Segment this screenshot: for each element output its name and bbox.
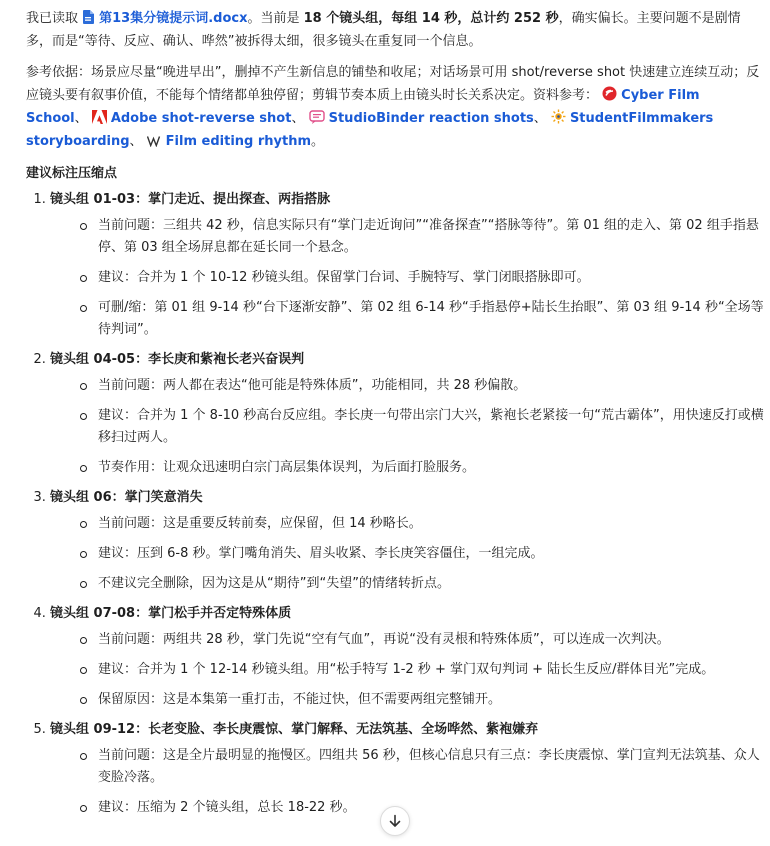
bullet-item: 节奏作用：让观众迅速明白宗门高层集体误判，为后面打脸服务。 xyxy=(72,457,764,479)
bullet-item: 建议：压缩为 2 个镜头组，总长 18-22 秒。 xyxy=(72,797,764,819)
link-label: Film editing rhythm xyxy=(165,134,312,149)
intro-prefix: 我已读取 xyxy=(26,11,83,26)
bullet-item: 建议：合并为 1 个 12-14 秒镜头组。用“松手特写 1-2 秒 + 掌门双句判词 + 陆长生反应/群体目光”完成。 xyxy=(72,659,764,681)
list-item xyxy=(50,603,764,711)
link-studiobinder[interactable] xyxy=(309,111,534,126)
bullet-item: 当前问题：两组共 28 秒，掌门先说“空有气血”，再说“没有灵根和特殊体质”，可以连成一次判决。 xyxy=(72,629,764,651)
list-item xyxy=(50,719,764,819)
bullet-list xyxy=(50,375,764,479)
item-title: 镜头组 09-12：长老变脸、李长庚震惊、掌门解释、无法筑基、全场哗然、紫袍嫌弃 xyxy=(50,722,539,737)
bullet-item: 建议：压到 6-8 秒。掌门嘴角消失、眉头收紧、李长庚笑容僵住，一组完成。 xyxy=(72,543,764,565)
item-title: 镜头组 07-08：掌门松手并否定特殊体质 xyxy=(50,606,292,621)
bullet-list xyxy=(50,215,764,341)
wikipedia-icon xyxy=(147,135,162,147)
list-item xyxy=(50,189,764,341)
bullet-item: 当前问题：这是重要反转前奏，应保留，但 14 秒略长。 xyxy=(72,513,764,535)
item-title: 镜头组 06：掌门笑意消失 xyxy=(50,490,203,505)
doc-link[interactable] xyxy=(82,11,247,26)
item-title: 镜头组 04-05：李长庚和紫袍长老兴奋误判 xyxy=(50,352,305,367)
item-title: 镜头组 01-03：掌门走近、提出探查、两指搭脉 xyxy=(50,192,331,207)
link-label: StudentFilmmakers storyboarding xyxy=(26,111,714,149)
reference-paragraph: 参考依据：场景应尽量“晚进早出”，删掉不产生新信息的铺垫和收尾；对话场景可用 shot/reverse shot 快速建立连续互动；反应镜头要有叙事价值，不能每个情绪都单独停留；剪辑节奏本质上由镜头时长关系决定。资料参考： Cyber Film School、 Adobe shot-reverse shot、 StudioBinder reaction shots、 StudentFilmmakers storyboarding、 Film editing rhythm。 xyxy=(26,65,760,149)
intro-shots-summary: 18 个镜头组，每组 14 秒，总计约 252 秒 xyxy=(303,11,559,26)
intro-paragraph xyxy=(26,0,764,53)
link-label: Cyber Film School xyxy=(26,88,700,126)
scroll-to-bottom-button[interactable] xyxy=(380,806,410,836)
suggestion-list xyxy=(26,189,764,819)
bullet-item: 建议：合并为 1 个 10-12 秒镜头组。保留掌门台词、手腕特写、掌门闭眼搭脉即可。 xyxy=(72,267,764,289)
bullet-item: 不建议完全删除，因为这是从“期待”到“失望”的情绪转折点。 xyxy=(72,573,764,595)
docx-file-icon xyxy=(82,10,95,24)
bullet-item: 可删/缩：第 01 组 9-14 秒“台下逐渐安静”、第 02 组 6-14 秒“手指悬停+陆长生抬眼”、第 03 组 9-14 秒“全场等待判词”。 xyxy=(72,297,764,341)
bullet-list xyxy=(50,513,764,595)
link-label: Adobe shot-reverse shot xyxy=(110,111,292,126)
intro-mid: 。当前是 xyxy=(247,11,304,26)
list-item xyxy=(50,487,764,595)
studentfilmmakers-icon xyxy=(551,109,566,124)
cyber-film-school-icon xyxy=(602,86,617,101)
doc-link-label: 第13集分镜提示词.docx xyxy=(99,11,248,26)
studiobinder-icon xyxy=(309,110,325,124)
list-item xyxy=(50,349,764,479)
arrow-down-icon xyxy=(388,814,402,828)
bullet-list xyxy=(50,745,764,819)
bullet-item: 建议：合并为 1 个 8-10 秒高台反应组。李长庚一句带出宗门大兴，紫袍长老紧接一句“荒古霸体”，用快速反打或横移扫过两人。 xyxy=(72,405,764,449)
link-label: StudioBinder reaction shots xyxy=(328,111,534,126)
bullet-item: 当前问题：这是全片最明显的拖慢区。四组共 56 秒，但核心信息只有三点：李长庚震惊、掌门宣判无法筑基、众人变脸冷落。 xyxy=(72,745,764,789)
bullet-list xyxy=(50,629,764,711)
reference-text: 参考依据：场景应尽量“晚进早出”，删掉不产生新信息的铺垫和收尾；对话场景可用 shot/reverse shot 快速建立连续互动；反应镜头要有叙事价值，不能每个情绪都单独停留；剪辑节奏本质上由镜头时长关系决定。资料参考： xyxy=(26,65,760,103)
intro-rest: ，确实偏长。主要问题不是剧情多，而是“等待、反应、确认、哗然”被拆得太细，很多镜头在重复同一个信息。 xyxy=(26,11,741,49)
link-film-editing-rhythm[interactable] xyxy=(147,134,311,149)
bullet-item: 保留原因：这是本集第一重打击，不能过快，但不需要两组完整铺开。 xyxy=(72,689,764,711)
bullet-item: 当前问题：两人都在表达“他可能是特殊体质”，功能相同，共 28 秒偏散。 xyxy=(72,375,764,397)
section-title: 建议标注压缩点 xyxy=(26,166,118,181)
link-adobe[interactable] xyxy=(92,111,292,126)
adobe-icon xyxy=(92,110,107,124)
bullet-item: 当前问题：三组共 42 秒，信息实际只有“掌门走近询问”“准备探查”“搭脉等待”。第 01 组的走入、第 02 组手指悬停、第 03 组全场屏息都在延长同一个悬念。 xyxy=(72,215,764,259)
